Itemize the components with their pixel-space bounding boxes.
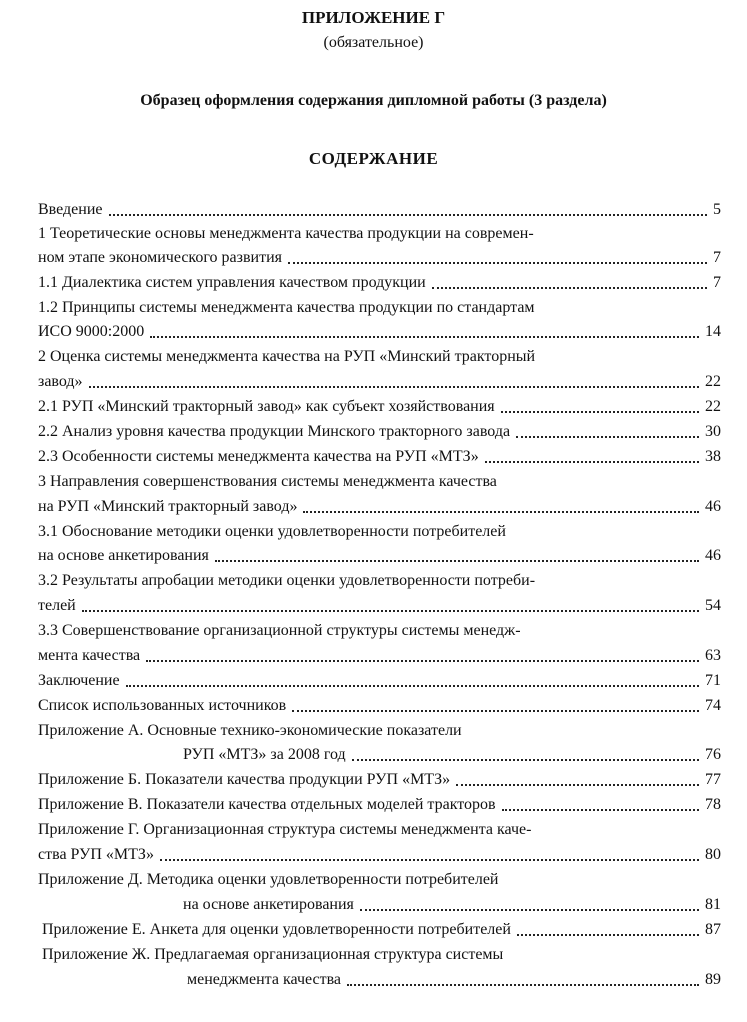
- toc-leader-dots: [347, 984, 699, 986]
- toc-entry[interactable]: [0, 644, 747, 668]
- toc-page-number: 76: [705, 746, 721, 763]
- toc-leader-dots: [126, 685, 699, 687]
- toc-entry-text: Приложение Ж. Предлагаемая организационная структура системы: [42, 946, 504, 963]
- toc-entry-text: менеджмента качества: [187, 971, 342, 988]
- toc-page-number: 22: [705, 398, 721, 415]
- toc-entry-text: Приложение Б. Показатели качества продукции РУП «МТЗ»: [38, 771, 451, 788]
- toc-page-number: 5: [713, 201, 721, 218]
- toc-entry-text: завод»: [38, 373, 83, 390]
- toc-entry-text: 3.3 Совершенствование организационной структуры системы менедж-: [38, 622, 521, 639]
- toc-entry-text: 3.1 Обоснование методики оценки удовлетворенности потребителей: [38, 523, 506, 540]
- toc-entry[interactable]: [0, 619, 747, 643]
- toc-entry-text: ном этапе экономического развития: [38, 249, 282, 266]
- toc-page-number: 38: [705, 448, 721, 465]
- toc-page-number: 22: [705, 373, 721, 390]
- toc-page-number: 30: [705, 423, 721, 440]
- toc-entry[interactable]: [0, 345, 747, 369]
- appendix-status: (обязательное): [323, 34, 424, 51]
- document-subtitle: Образец оформления содержания дипломной работы (3 раздела): [140, 92, 607, 109]
- toc-entry-text: Введение: [38, 201, 103, 218]
- toc-entry-text: РУП «МТЗ» за 2008 год: [183, 746, 346, 763]
- toc-entry-text: 2 Оценка системы менеджмента качества на РУП «Минский тракторный: [38, 348, 536, 365]
- toc-page-number: 14: [705, 323, 721, 340]
- page-title: СОДЕРЖАНИЕ: [308, 149, 439, 168]
- toc-entry[interactable]: [0, 520, 747, 544]
- toc-leader-dots: [485, 461, 699, 463]
- toc-entry[interactable]: [0, 296, 747, 320]
- toc-entry[interactable]: [0, 198, 747, 222]
- toc-entry[interactable]: [0, 594, 747, 618]
- toc-entry[interactable]: [0, 743, 747, 767]
- toc-entry-text: на основе анкетирования: [38, 547, 209, 564]
- toc-entry[interactable]: [0, 569, 747, 593]
- toc-entry[interactable]: [0, 719, 747, 743]
- toc-entry[interactable]: [0, 470, 747, 494]
- toc-entry[interactable]: [0, 246, 747, 270]
- toc-leader-dots: [109, 214, 707, 216]
- toc-page-number: 71: [705, 672, 721, 689]
- toc-entry-text: ИСО 9000:2000: [38, 323, 145, 340]
- toc-entry[interactable]: [0, 669, 747, 693]
- toc-entry[interactable]: [0, 495, 747, 519]
- toc-entry[interactable]: [0, 868, 747, 892]
- toc-entry[interactable]: [0, 694, 747, 718]
- appendix-heading: ПРИЛОЖЕНИЕ Г: [301, 8, 446, 27]
- toc-entry[interactable]: [0, 768, 747, 792]
- toc-entry[interactable]: [0, 843, 747, 867]
- toc-page-number: 77: [705, 771, 721, 788]
- toc-entry[interactable]: [0, 918, 747, 942]
- toc-entry[interactable]: [0, 793, 747, 817]
- toc-leader-dots: [288, 262, 707, 264]
- toc-entry[interactable]: [0, 943, 747, 967]
- toc-entry-text: Приложение Е. Анкета для оценки удовлетворенности потребителей: [42, 921, 511, 938]
- toc-page-number: 74: [705, 697, 721, 714]
- toc-entry[interactable]: [0, 445, 747, 469]
- toc-leader-dots: [517, 934, 699, 936]
- toc-entry-text: 1 Теоретические основы менеджмента качества продукции на современ-: [38, 225, 534, 242]
- toc-entry-text: на основе анкетирования: [183, 896, 354, 913]
- toc-leader-dots: [502, 809, 699, 811]
- toc-leader-dots: [432, 287, 707, 289]
- toc-leader-dots: [456, 784, 699, 786]
- toc-page-number: 80: [705, 846, 721, 863]
- toc-leader-dots: [150, 336, 699, 338]
- toc-leader-dots: [303, 511, 699, 513]
- toc-entry-text: Список использованных источников: [38, 697, 287, 714]
- toc-entry-text: 2.3 Особенности системы менеджмента качества на РУП «МТЗ»: [38, 448, 479, 465]
- toc-entry-text: мента качества: [38, 647, 141, 664]
- toc-entry[interactable]: [0, 420, 747, 444]
- toc-entry-text: 3.2 Результаты апробации методики оценки удовлетворенности потреби-: [38, 572, 536, 589]
- toc-page-number: 46: [705, 498, 721, 515]
- toc-page-number: 7: [713, 274, 721, 291]
- toc-entry[interactable]: [0, 370, 747, 394]
- toc-page-number: 54: [705, 597, 721, 614]
- toc-leader-dots: [146, 660, 699, 662]
- toc-leader-dots: [516, 436, 699, 438]
- toc-entry[interactable]: [0, 395, 747, 419]
- toc-entry-text: Приложение В. Показатели качества отдельных моделей тракторов: [38, 796, 496, 813]
- toc-entry-text: Приложение Г. Организационная структура системы менеджмента каче-: [38, 821, 532, 838]
- toc-page-number: 7: [713, 249, 721, 266]
- toc-entry-text: 1.2 Принципы системы менеджмента качества продукции по стандартам: [38, 299, 535, 316]
- toc-entry[interactable]: [0, 544, 747, 568]
- toc-entry-text: ства РУП «МТЗ»: [38, 846, 154, 863]
- toc-page-number: 63: [705, 647, 721, 664]
- toc-page-number: 46: [705, 547, 721, 564]
- toc-leader-dots: [352, 759, 699, 761]
- toc-entry[interactable]: [0, 271, 747, 295]
- toc-entry-text: Приложение Д. Методика оценки удовлетворенности потребителей: [38, 871, 499, 888]
- toc-leader-dots: [501, 411, 699, 413]
- toc-entry-text: на РУП «Минский тракторный завод»: [38, 498, 298, 515]
- toc-leader-dots: [160, 859, 699, 861]
- toc-entry[interactable]: [0, 968, 747, 992]
- toc-entry-text: 3 Направления совершенствования системы менеджмента качества: [38, 473, 497, 490]
- toc-entry[interactable]: [0, 222, 747, 246]
- toc-leader-dots: [292, 710, 699, 712]
- toc-entry-text: 2.1 РУП «Минский тракторный завод» как субъект хозяйствования: [38, 398, 495, 415]
- toc-page-number: 89: [705, 971, 721, 988]
- toc-leader-dots: [89, 386, 699, 388]
- toc-page-number: 87: [705, 921, 721, 938]
- toc-page-number: 81: [705, 896, 721, 913]
- toc-entry-text: 2.2 Анализ уровня качества продукции Минского тракторного завода: [38, 423, 511, 440]
- toc-entry[interactable]: [0, 818, 747, 842]
- toc-leader-dots: [82, 610, 699, 612]
- toc-entry[interactable]: [0, 893, 747, 917]
- toc-entry-text: телей: [38, 597, 76, 614]
- toc-leader-dots: [360, 909, 699, 911]
- toc-entry-text: Заключение: [38, 672, 120, 689]
- toc-entry[interactable]: [0, 320, 747, 344]
- toc-page-number: 78: [705, 796, 721, 813]
- toc-leader-dots: [215, 560, 699, 562]
- toc-entry-text: Приложение А. Основные технико-экономические показатели: [38, 722, 462, 739]
- toc-entry-text: 1.1 Диалектика систем управления качеством продукции: [38, 274, 426, 291]
